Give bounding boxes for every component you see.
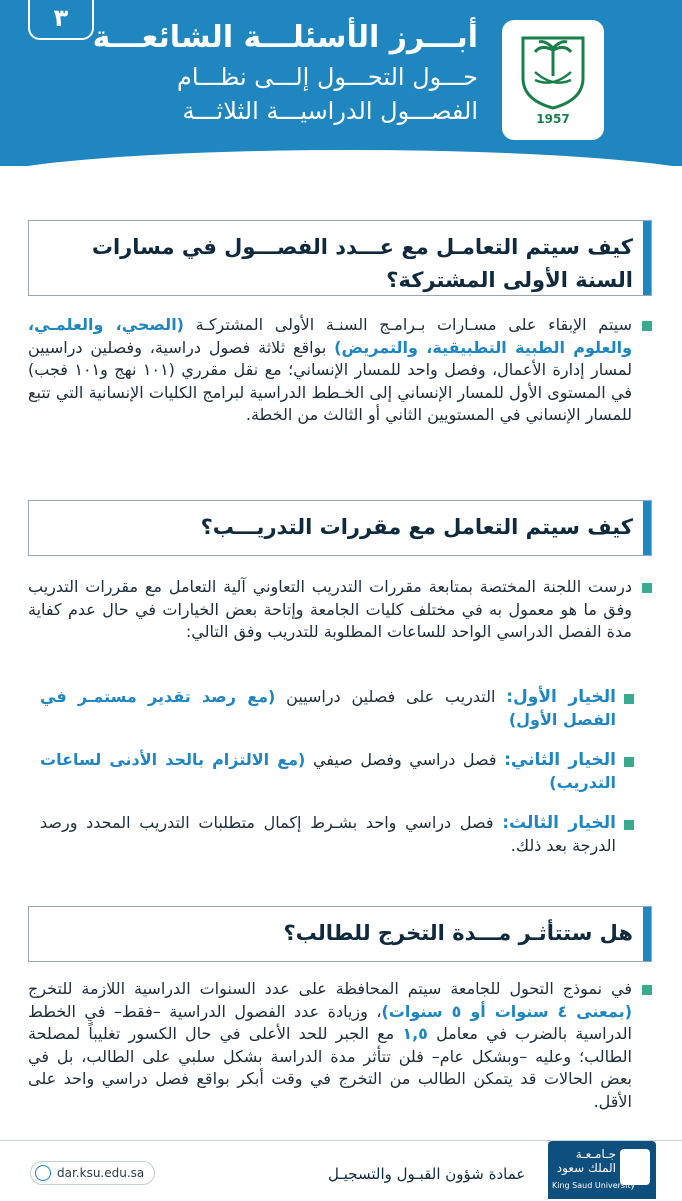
answer-1-part-a: سيتم الإبقاء على مسـارات بـرامـج السنـة الأولى المشتركـة	[184, 315, 633, 334]
option-2-text: فصل دراسي وفصل صيفي	[305, 750, 505, 769]
question-accent-bar	[643, 907, 651, 961]
question-1-box	[28, 220, 652, 296]
question-3-box	[28, 906, 652, 962]
option-1-label: الخيار الأول:	[506, 687, 616, 707]
bullet-icon	[624, 820, 634, 830]
answer-3-highlight-2: ١,٥	[402, 1024, 428, 1044]
university-name-ar-line-1: جـامـعـة	[575, 1147, 616, 1161]
page-subtitle-2: الفصـــول الدراسيـــة الثلاثـــة	[182, 97, 478, 125]
question-accent-bar	[643, 221, 651, 295]
website-link[interactable]	[30, 1161, 155, 1185]
university-name-ar-line-2: الملك سعود	[556, 1161, 616, 1175]
option-2	[40, 749, 616, 794]
answer-3-highlight-1: (بمعنى ٤ سنوات أو ٥ سنوات)	[381, 1001, 633, 1021]
bullet-icon	[642, 321, 652, 331]
website-url: dar.ksu.edu.sa	[57, 1166, 145, 1180]
page-subtitle-1: حـــول التحـــول إلـــى نظـــام	[176, 63, 478, 91]
option-3-text: فصل دراسي واحد بشـرط إكمال متطلبات التدريب المحدد ورصد الدرجة بعد ذلك.	[40, 813, 616, 855]
ksu-logo	[502, 20, 604, 140]
answer-2: درست اللجنة المختصة بمتابعة مقررات التدريب التعاوني آلية التعامل مع مقررات التدريب وفق ما هو معمول به في مختلف كليات الجامعة وإتاحة بعض الخيارات في حال عدم كفاية مدة الفصل الدراسي الواحد للساعات المطلوبة للتدريب وفق التالي:	[28, 577, 632, 642]
answer-3-part-c: مع الجبر للحد الأعلى في حال الكسور تغليباً لمصلحة الطالب؛ وعليه –وبشكل عام– فلن تتأثر مدة الدراسة بشكل سلبي على الطالب، بل في بعض الحالات قد يتمكن الطالب من التخرج في وقت أبكر بواقع فصل دراسي واحد على الأقل.	[28, 1024, 632, 1111]
question-1: كيف سيتم التعامـل مع عـــدد الفصـــول في مسارات السنة الأولى المشتركة؟	[91, 235, 633, 292]
bullet-icon	[624, 694, 634, 704]
answer-1-highlight: (الصحي، والعلمـي، والعلوم الطبية التطبيقية، والتمريض)	[28, 315, 633, 357]
university-logo	[548, 1141, 656, 1199]
university-emblem-icon	[620, 1149, 650, 1185]
option-1	[40, 686, 616, 731]
page-number-badge: ٣	[28, 0, 94, 40]
footer	[0, 1140, 682, 1201]
globe-icon	[35, 1165, 51, 1181]
bullet-icon	[624, 757, 634, 767]
bullet-icon	[642, 985, 652, 995]
answer-3-part-a: في نموذج التحول للجامعة سيتم المحافظة على عدد السنوات الدراسية اللازمة للتخرج	[28, 979, 632, 998]
header-curve-divider	[0, 150, 682, 184]
question-3: هل ستتأثـر مـــدة التخرج للطالب؟	[283, 921, 633, 945]
palm-swords-icon	[511, 28, 595, 116]
option-1-text: التدريب على فصلين دراسيين	[275, 687, 507, 706]
university-name-en: King Saud University	[552, 1181, 636, 1190]
page-title: أبـــرز الأسئلـــة الشائعـــة	[92, 20, 478, 55]
bullet-icon	[642, 583, 652, 593]
option-3	[40, 812, 616, 857]
deanship-name: عمادة شؤون القبـول والتسجيـل	[328, 1165, 526, 1183]
header-text-block	[58, 20, 478, 131]
answer-1-part-b: بواقع ثلاثة فصول دراسية، وفصلين دراسيين لمسار إدارة الأعمال، وفصل واحد للمسار الإنساني؛ مع نقل مقرري (١٠١ نهج و١٠١ فجب) في المستوى الأول للمسار الإنساني إلى الخـطط الدراسية لبرامج الكليات الإنسانية التي تتبع للمسار الإنساني في المستويين الثاني أو الثالث من الخطة.	[28, 337, 633, 425]
answer-3-part-b: ، وزيادة عدد الفصول الدراسية –فقط– في الخطط الدراسية بالضرب في معامل	[28, 1001, 632, 1044]
option-2-label: الخيار الثاني:	[504, 750, 616, 770]
question-2: كيف سيتم التعامل مع مقررات التدريـــب؟	[200, 515, 633, 539]
question-accent-bar	[643, 501, 651, 555]
question-2-box	[28, 500, 652, 556]
header-banner	[0, 0, 682, 166]
option-3-label: الخيار الثالث:	[502, 813, 617, 833]
answer-3	[28, 978, 632, 1114]
option-1-highlight: (مع رصد تقدير مستمـر في الفصل الأول)	[40, 687, 616, 729]
university-name-ar	[557, 1147, 616, 1175]
option-2-highlight: (مع الالتزام بالحد الأدنى لساعات التدريب)	[40, 750, 616, 792]
answer-1	[28, 314, 632, 427]
logo-year: 1957	[536, 112, 570, 126]
